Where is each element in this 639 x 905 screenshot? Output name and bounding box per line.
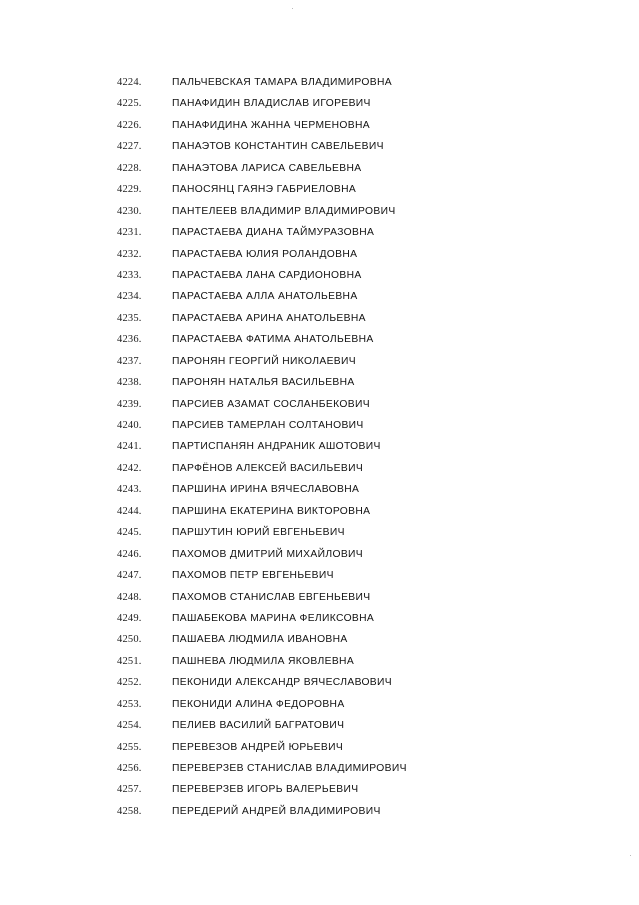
- entry-name: ПАНАФИДИНА ЖАННА ЧЕРМЕНОВНА: [172, 119, 370, 131]
- entry-number: 4243.: [117, 484, 142, 496]
- list-item: [0, 286, 639, 307]
- list-item: [0, 179, 639, 200]
- entry-name: ПЕРЕВЕРЗЕВ ИГОРЬ ВАЛЕРЬЕВИЧ: [172, 784, 359, 796]
- entry-number: 4228.: [117, 162, 142, 174]
- entry-name: ПАШАЕВА ЛЮДМИЛА ИВАНОВНА: [172, 634, 348, 646]
- entry-number: 4230.: [117, 205, 142, 217]
- list-item: [0, 329, 639, 350]
- entry-name: ПЕРЕДЕРИЙ АНДРЕЙ ВЛАДИМИРОВИЧ: [172, 805, 381, 817]
- entry-number: 4231.: [117, 227, 142, 239]
- entry-number: 4251.: [117, 655, 142, 667]
- entry-number: 4250.: [117, 634, 142, 646]
- entry-name: ПЕЛИЕВ ВАСИЛИЙ БАГРАТОВИЧ: [172, 720, 345, 732]
- entry-number: 4246.: [117, 548, 142, 560]
- entry-name: ПАРАСТАЕВА АЛЛА АНАТОЛЬЕВНА: [172, 291, 358, 303]
- list-item: [0, 351, 639, 372]
- entry-number: 4249.: [117, 612, 142, 624]
- entry-name: ПАНОСЯНЦ ГАЯНЭ ГАБРИЕЛОВНА: [172, 184, 357, 196]
- list-item: [0, 201, 639, 222]
- entry-name: ПАРШУТИН ЮРИЙ ЕВГЕНЬЕВИЧ: [172, 527, 345, 539]
- entry-name: ПАРТИСПАНЯН АНДРАНИК АШОТОВИЧ: [172, 441, 381, 453]
- entry-number: 4225.: [117, 98, 142, 110]
- list-item: [0, 479, 639, 500]
- list-item: [0, 265, 639, 286]
- entry-name: ПАРОНЯН ГЕОРГИЙ НИКОЛАЕВИЧ: [172, 355, 356, 367]
- entry-number: 4238.: [117, 377, 142, 389]
- entry-name: ПЕКОНИДИ АЛЕКСАНДР ВЯЧЕСЛАВОВИЧ: [172, 677, 392, 689]
- entry-number: 4227.: [117, 141, 142, 153]
- entry-number: 4237.: [117, 355, 142, 367]
- list-item: [0, 136, 639, 157]
- entry-number: 4252.: [117, 677, 142, 689]
- entry-name: ПАХОМОВ ДМИТРИЙ МИХАЙЛОВИЧ: [172, 548, 364, 560]
- entry-number: 4239.: [117, 398, 142, 410]
- entry-number: 4232.: [117, 248, 142, 260]
- list-item: [0, 244, 639, 265]
- entry-name: ПЕРЕВЕРЗЕВ СТАНИСЛАВ ВЛАДИМИРОВИЧ: [172, 763, 407, 774]
- entry-name: ПАРАСТАЕВА ДИАНА ТАЙМУРАЗОВНА: [172, 227, 375, 239]
- entry-name: ПАРАСТАЕВА ФАТИМА АНАТОЛЬЕВНА: [172, 334, 374, 346]
- list-item: [0, 372, 639, 393]
- entry-number: 4255.: [117, 741, 142, 753]
- entry-name: ПАРШИНА ЕКАТЕРИНА ВИКТОРОВНА: [172, 505, 371, 517]
- entry-number: 4233.: [117, 269, 142, 281]
- entry-name: ПАНАФИДИН ВЛАДИСЛАВ ИГОРЕВИЧ: [172, 98, 371, 110]
- entry-name: ПАЛЬЧЕВСКАЯ ТАМАРА ВЛАДИМИРОВНА: [172, 77, 392, 88]
- list-item: [0, 672, 639, 693]
- entry-name: ПАХОМОВ ПЕТР ЕВГЕНЬЕВИЧ: [172, 570, 334, 582]
- entry-number: 4247.: [117, 570, 142, 582]
- entry-name: ПАХОМОВ СТАНИСЛАВ ЕВГЕНЬЕВИЧ: [172, 591, 371, 603]
- entry-name: ПАРШИНА ИРИНА ВЯЧЕСЛАВОВНА: [172, 484, 360, 496]
- entry-name: ПАРФЁНОВ АЛЕКСЕЙ ВАСИЛЬЕВИЧ: [172, 462, 364, 474]
- entry-number: 4254.: [117, 720, 142, 732]
- list-item: [0, 737, 639, 758]
- entry-number: 4245.: [117, 527, 142, 539]
- entry-name: ПАНАЭТОВА ЛАРИСА САВЕЛЬЕВНА: [172, 162, 362, 174]
- entry-number: 4248.: [117, 591, 142, 603]
- entry-number: 4234.: [117, 291, 142, 303]
- list-item: [0, 801, 639, 822]
- entry-number: 4241.: [117, 441, 142, 453]
- entry-name: ПАНАЭТОВ КОНСТАНТИН САВЕЛЬЕВИЧ: [172, 141, 384, 153]
- list-item: [0, 565, 639, 586]
- scan-speck: [630, 855, 631, 856]
- entry-number: 4224.: [117, 77, 142, 88]
- entry-number: 4235.: [117, 312, 142, 324]
- scan-speck: [292, 8, 293, 9]
- entry-number: 4253.: [117, 698, 142, 710]
- entry-number: 4229.: [117, 184, 142, 196]
- entry-number: 4257.: [117, 784, 142, 796]
- list-item: [0, 694, 639, 715]
- list-item: [0, 651, 639, 672]
- entry-name: ПЕРЕВЕЗОВ АНДРЕЙ ЮРЬЕВИЧ: [172, 741, 344, 753]
- entry-name: ПАШНЕВА ЛЮДМИЛА ЯКОВЛЕВНА: [172, 655, 355, 667]
- list-item: [0, 72, 639, 93]
- list-item: [0, 587, 639, 608]
- list-item: [0, 415, 639, 436]
- list-item: [0, 608, 639, 629]
- entry-name: ПАРАСТАЕВА ЮЛИЯ РОЛАНДОВНА: [172, 248, 358, 260]
- list-item: [0, 222, 639, 243]
- entry-number: 4244.: [117, 505, 142, 517]
- list-item: [0, 158, 639, 179]
- entry-name: ПАРАСТАЕВА АРИНА АНАТОЛЬЕВНА: [172, 312, 366, 324]
- list-item: [0, 115, 639, 136]
- name-list: [0, 72, 639, 822]
- list-item: [0, 501, 639, 522]
- entry-number: 4236.: [117, 334, 142, 346]
- list-item: [0, 522, 639, 543]
- entry-name: ПАНТЕЛЕЕВ ВЛАДИМИР ВЛАДИМИРОВИЧ: [172, 205, 396, 217]
- entry-number: 4258.: [117, 805, 142, 817]
- list-item: [0, 779, 639, 800]
- list-item: [0, 436, 639, 457]
- entry-name: ПАРАСТАЕВА ЛАНА САРДИОНОВНА: [172, 269, 362, 281]
- list-item: [0, 394, 639, 415]
- entry-number: 4226.: [117, 119, 142, 131]
- entry-number: 4256.: [117, 763, 142, 774]
- entry-name: ПАРСИЕВ АЗАМАТ СОСЛАНБЕКОВИЧ: [172, 398, 370, 410]
- entry-name: ПАШАБЕКОВА МАРИНА ФЕЛИКСОВНА: [172, 612, 375, 624]
- list-item: [0, 544, 639, 565]
- entry-number: 4240.: [117, 420, 142, 431]
- list-item: [0, 715, 639, 736]
- entry-name: ПАРСИЕВ ТАМЕРЛАН СОЛТАНОВИЧ: [172, 420, 364, 431]
- list-item: [0, 629, 639, 650]
- entry-name: ПАРОНЯН НАТАЛЬЯ ВАСИЛЬЕВНА: [172, 377, 355, 389]
- list-item: [0, 93, 639, 114]
- list-item: [0, 458, 639, 479]
- list-item: [0, 758, 639, 779]
- entry-name: ПЕКОНИДИ АЛИНА ФЕДОРОВНА: [172, 698, 345, 710]
- entry-number: 4242.: [117, 462, 142, 474]
- list-item: [0, 308, 639, 329]
